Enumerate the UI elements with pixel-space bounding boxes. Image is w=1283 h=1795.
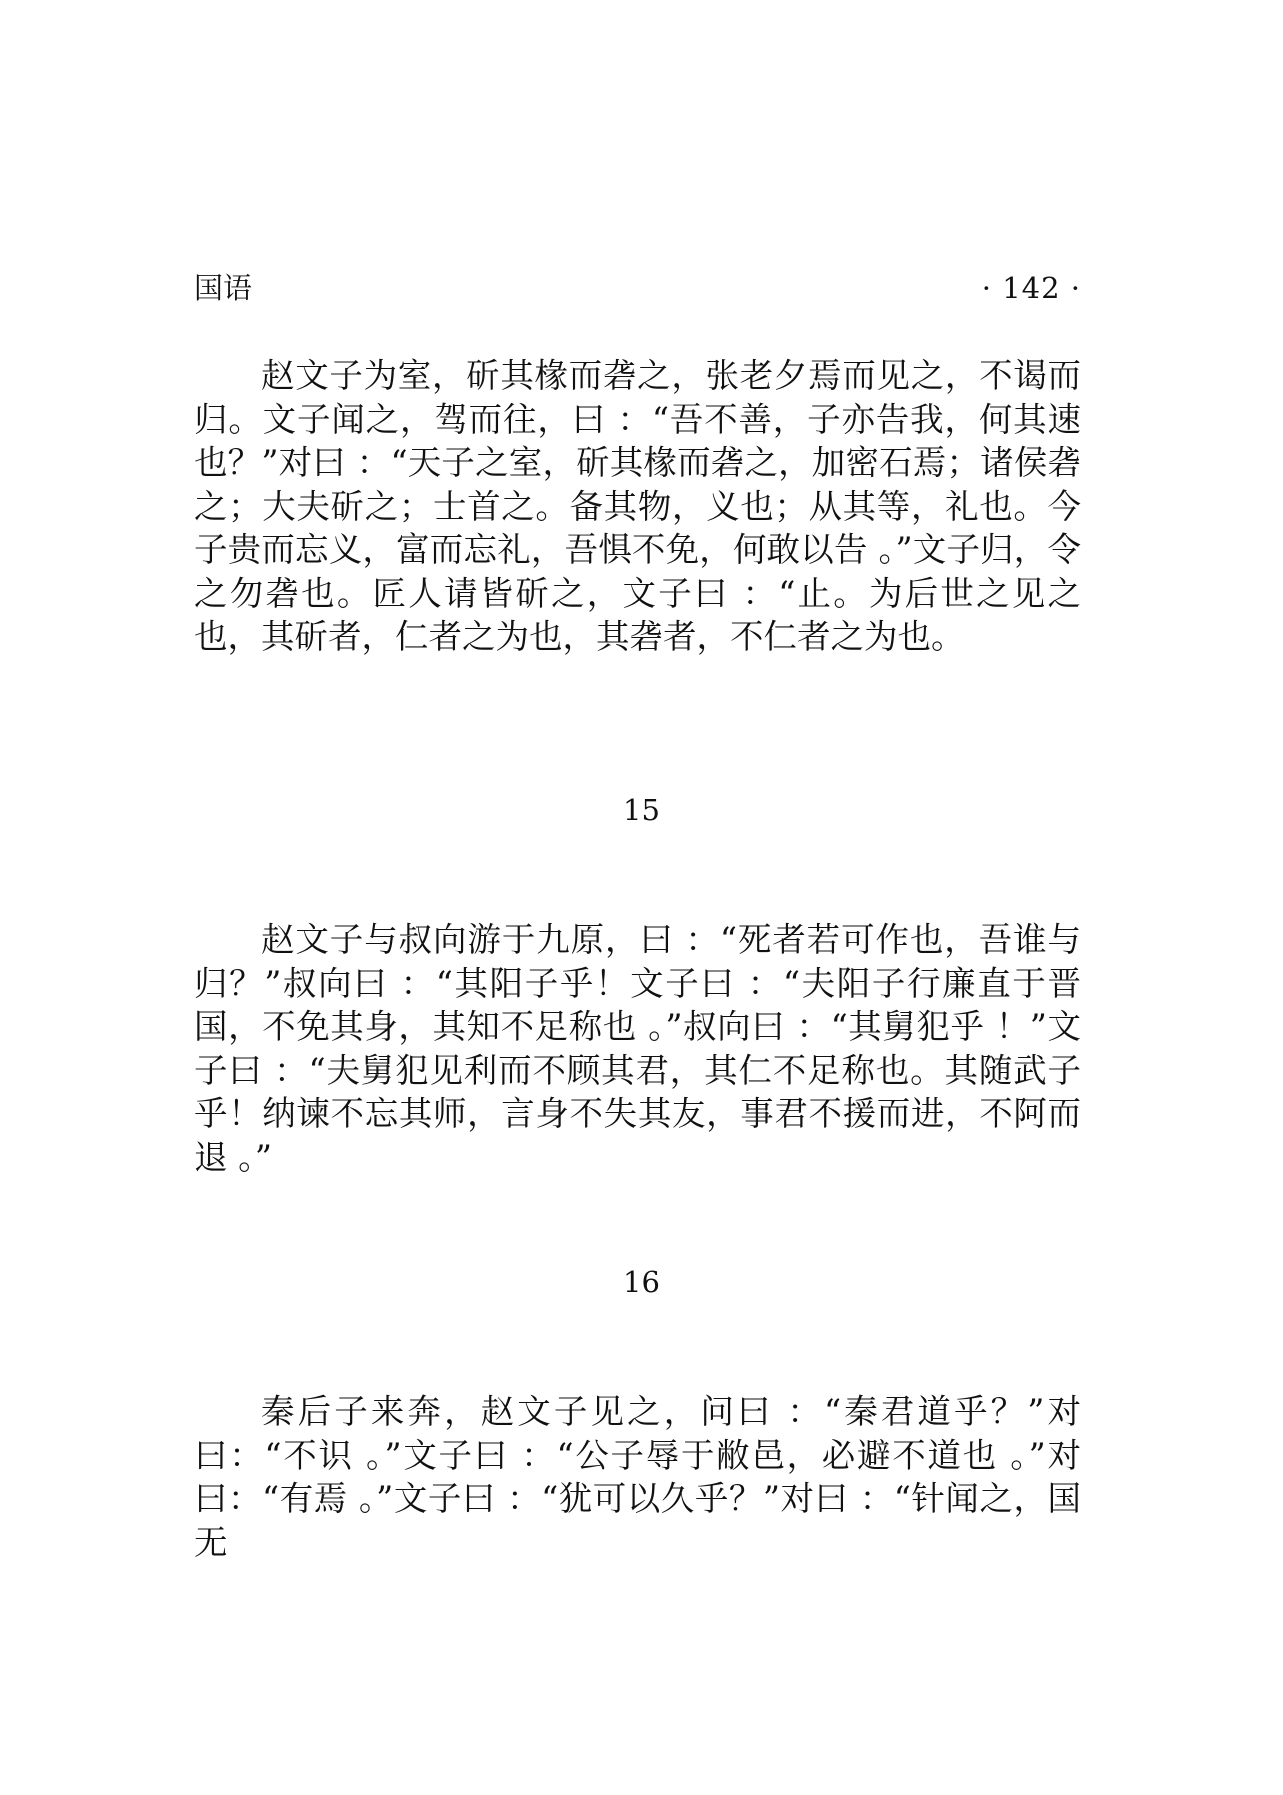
book-title: 国语 (194, 271, 253, 305)
page-number: · 142 · (981, 271, 1081, 305)
section-number: 16 (623, 1265, 660, 1299)
section-number: 15 (623, 793, 660, 827)
passage-text: 赵文子为室，斫其椽而砻之，张老夕焉而见之，不谒而归。文子闻之，驾而往，曰 ：“吾不善，子亦告我，何其速也？”对曰 ：“天子之室，斫其椽而砻之，加密石焉；诸侯砻之；大夫斫之；士首之。备其物，义也；从其等，礼也。今子贵而忘义，富而忘礼，吾惧不免，何敢以告 。”文子归，令之勿砻也。匠人请皆斫之，文子曰 ：“止。为后世之见之也，其斫者，仁者之为也，其砻者，不仁者之为也。 (194, 356, 1081, 656)
page-header (194, 268, 1081, 308)
passage-text: 秦后子来奔，赵文子见之，问曰 ：“秦君道乎？”对曰：“不识 。”文子曰 ：“公子辱于敝邑，必避不道也 。”对曰：“有焉 。”文子曰 ：“犹可以久乎？”对曰 ：“针闻之，国无 (194, 1392, 1081, 1562)
passage-text: 赵文子与叔向游于九原，曰 ：“死者若可作也，吾谁与归？”叔向曰 ：“其阳子乎！文子曰 ：“夫阳子行廉直于晋国，不免其身，其知不足称也 。”叔向曰 ：“其舅犯乎 ！”文子曰 ：“夫舅犯见利而不顾其君，其仁不足称也。其随武子乎！纳谏不忘其师，言身不失其友，事君不援而进，不阿而退 。” (194, 920, 1081, 1177)
